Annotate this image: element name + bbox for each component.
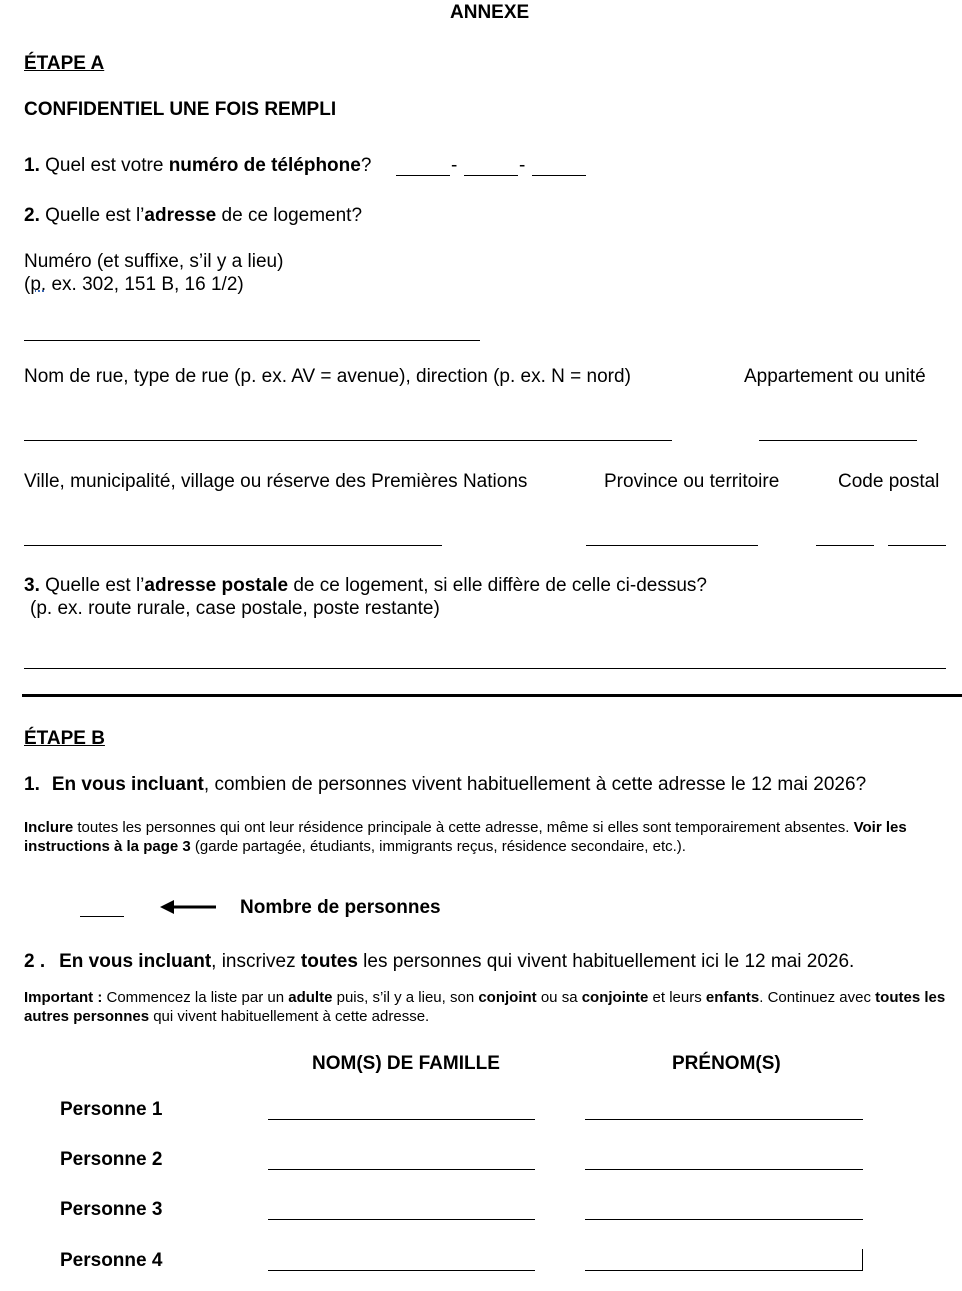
province-field[interactable] [586, 545, 758, 546]
postal-code-label: Code postal [838, 471, 940, 492]
postal-code-field-2[interactable] [888, 545, 946, 546]
text-cursor [862, 1249, 863, 1271]
postal-code-field-1[interactable] [816, 545, 874, 546]
last-name-field[interactable] [268, 1119, 535, 1120]
confidential-notice: CONFIDENTIEL UNE FOIS REMPLI [24, 99, 337, 120]
mailing-address-field[interactable] [24, 668, 946, 669]
street-field[interactable] [24, 440, 672, 441]
province-label: Province ou territoire [604, 471, 780, 492]
phone-dash: - [451, 155, 458, 176]
city-field[interactable] [24, 545, 442, 546]
column-header-last-name: NOM(S) DE FAMILLE [312, 1053, 500, 1074]
last-name-field[interactable] [268, 1219, 535, 1220]
question-person-count: 1. En vous incluant, combien de personnes vivent habituellement à cette adresse le 12 mai 2026? [24, 774, 867, 795]
person-label: Personne 3 [60, 1199, 163, 1220]
phone-dash: - [519, 155, 526, 176]
column-header-first-name: PRÉNOM(S) [672, 1053, 781, 1074]
person-count-field[interactable] [80, 916, 124, 917]
question-mailing-address: 3. Quelle est l’adresse postale de ce logement, si elle diffère de celle ci-dessus? [24, 575, 707, 596]
first-name-field[interactable] [585, 1119, 863, 1120]
step-a-heading: ÉTAPE A [24, 53, 105, 74]
step-b-heading: ÉTAPE B [24, 728, 105, 749]
last-name-field[interactable] [268, 1169, 535, 1170]
page-title: ANNEXE [450, 2, 530, 23]
number-example: (p. ex. 302, 151 B, 16 1/2) [24, 274, 244, 295]
apartment-field[interactable] [759, 440, 917, 441]
city-label: Ville, municipalité, village ou réserve des Premières Nations [24, 471, 528, 492]
first-name-field[interactable] [585, 1270, 863, 1271]
question-phone: 1. Quel est votre numéro de téléphone? [24, 155, 372, 176]
mailing-address-example: (p. ex. route rurale, case postale, poste restante) [30, 598, 440, 619]
person-label: Personne 1 [60, 1099, 163, 1120]
phone-prefix-field[interactable] [464, 175, 518, 176]
arrow-left-icon [160, 899, 218, 915]
person-label: Personne 2 [60, 1149, 163, 1170]
include-instructions: Inclure toutes les personnes qui ont leur résidence principale à cette adresse, même si elles sont temporairement absentes. Voir les instructions à la page 3 (garde partagée, étudiants, immigrants reçus, résidence secondaire, etc.). [24, 819, 907, 855]
first-name-field[interactable] [585, 1219, 863, 1220]
street-label: Nom de rue, type de rue (p. ex. AV = avenue), direction (p. ex. N = nord) [24, 366, 631, 387]
phone-line-field[interactable] [532, 175, 586, 176]
number-label: Numéro (et suffixe, s’il y a lieu) [24, 251, 284, 272]
section-divider [22, 694, 962, 697]
person-count-label: Nombre de personnes [240, 897, 441, 918]
first-name-field[interactable] [585, 1169, 863, 1170]
important-instructions: Important : Commencez la liste par un adulte puis, s’il y a lieu, son conjoint ou sa conjointe et leurs enfants. Continuez avec toutes les autres personnes qui vivent habituellement à cette adresse. [24, 989, 946, 1025]
question-address: 2. Quelle est l’adresse de ce logement? [24, 205, 363, 226]
number-field[interactable] [24, 340, 480, 341]
person-label: Personne 4 [60, 1250, 163, 1271]
apartment-label: Appartement ou unité [744, 366, 926, 387]
last-name-field[interactable] [268, 1270, 535, 1271]
phone-area-field[interactable] [396, 175, 450, 176]
question-list-persons: 2 . En vous incluant, inscrivez toutes les personnes qui vivent habituellement ici le 12 mai 2026. [24, 951, 855, 972]
